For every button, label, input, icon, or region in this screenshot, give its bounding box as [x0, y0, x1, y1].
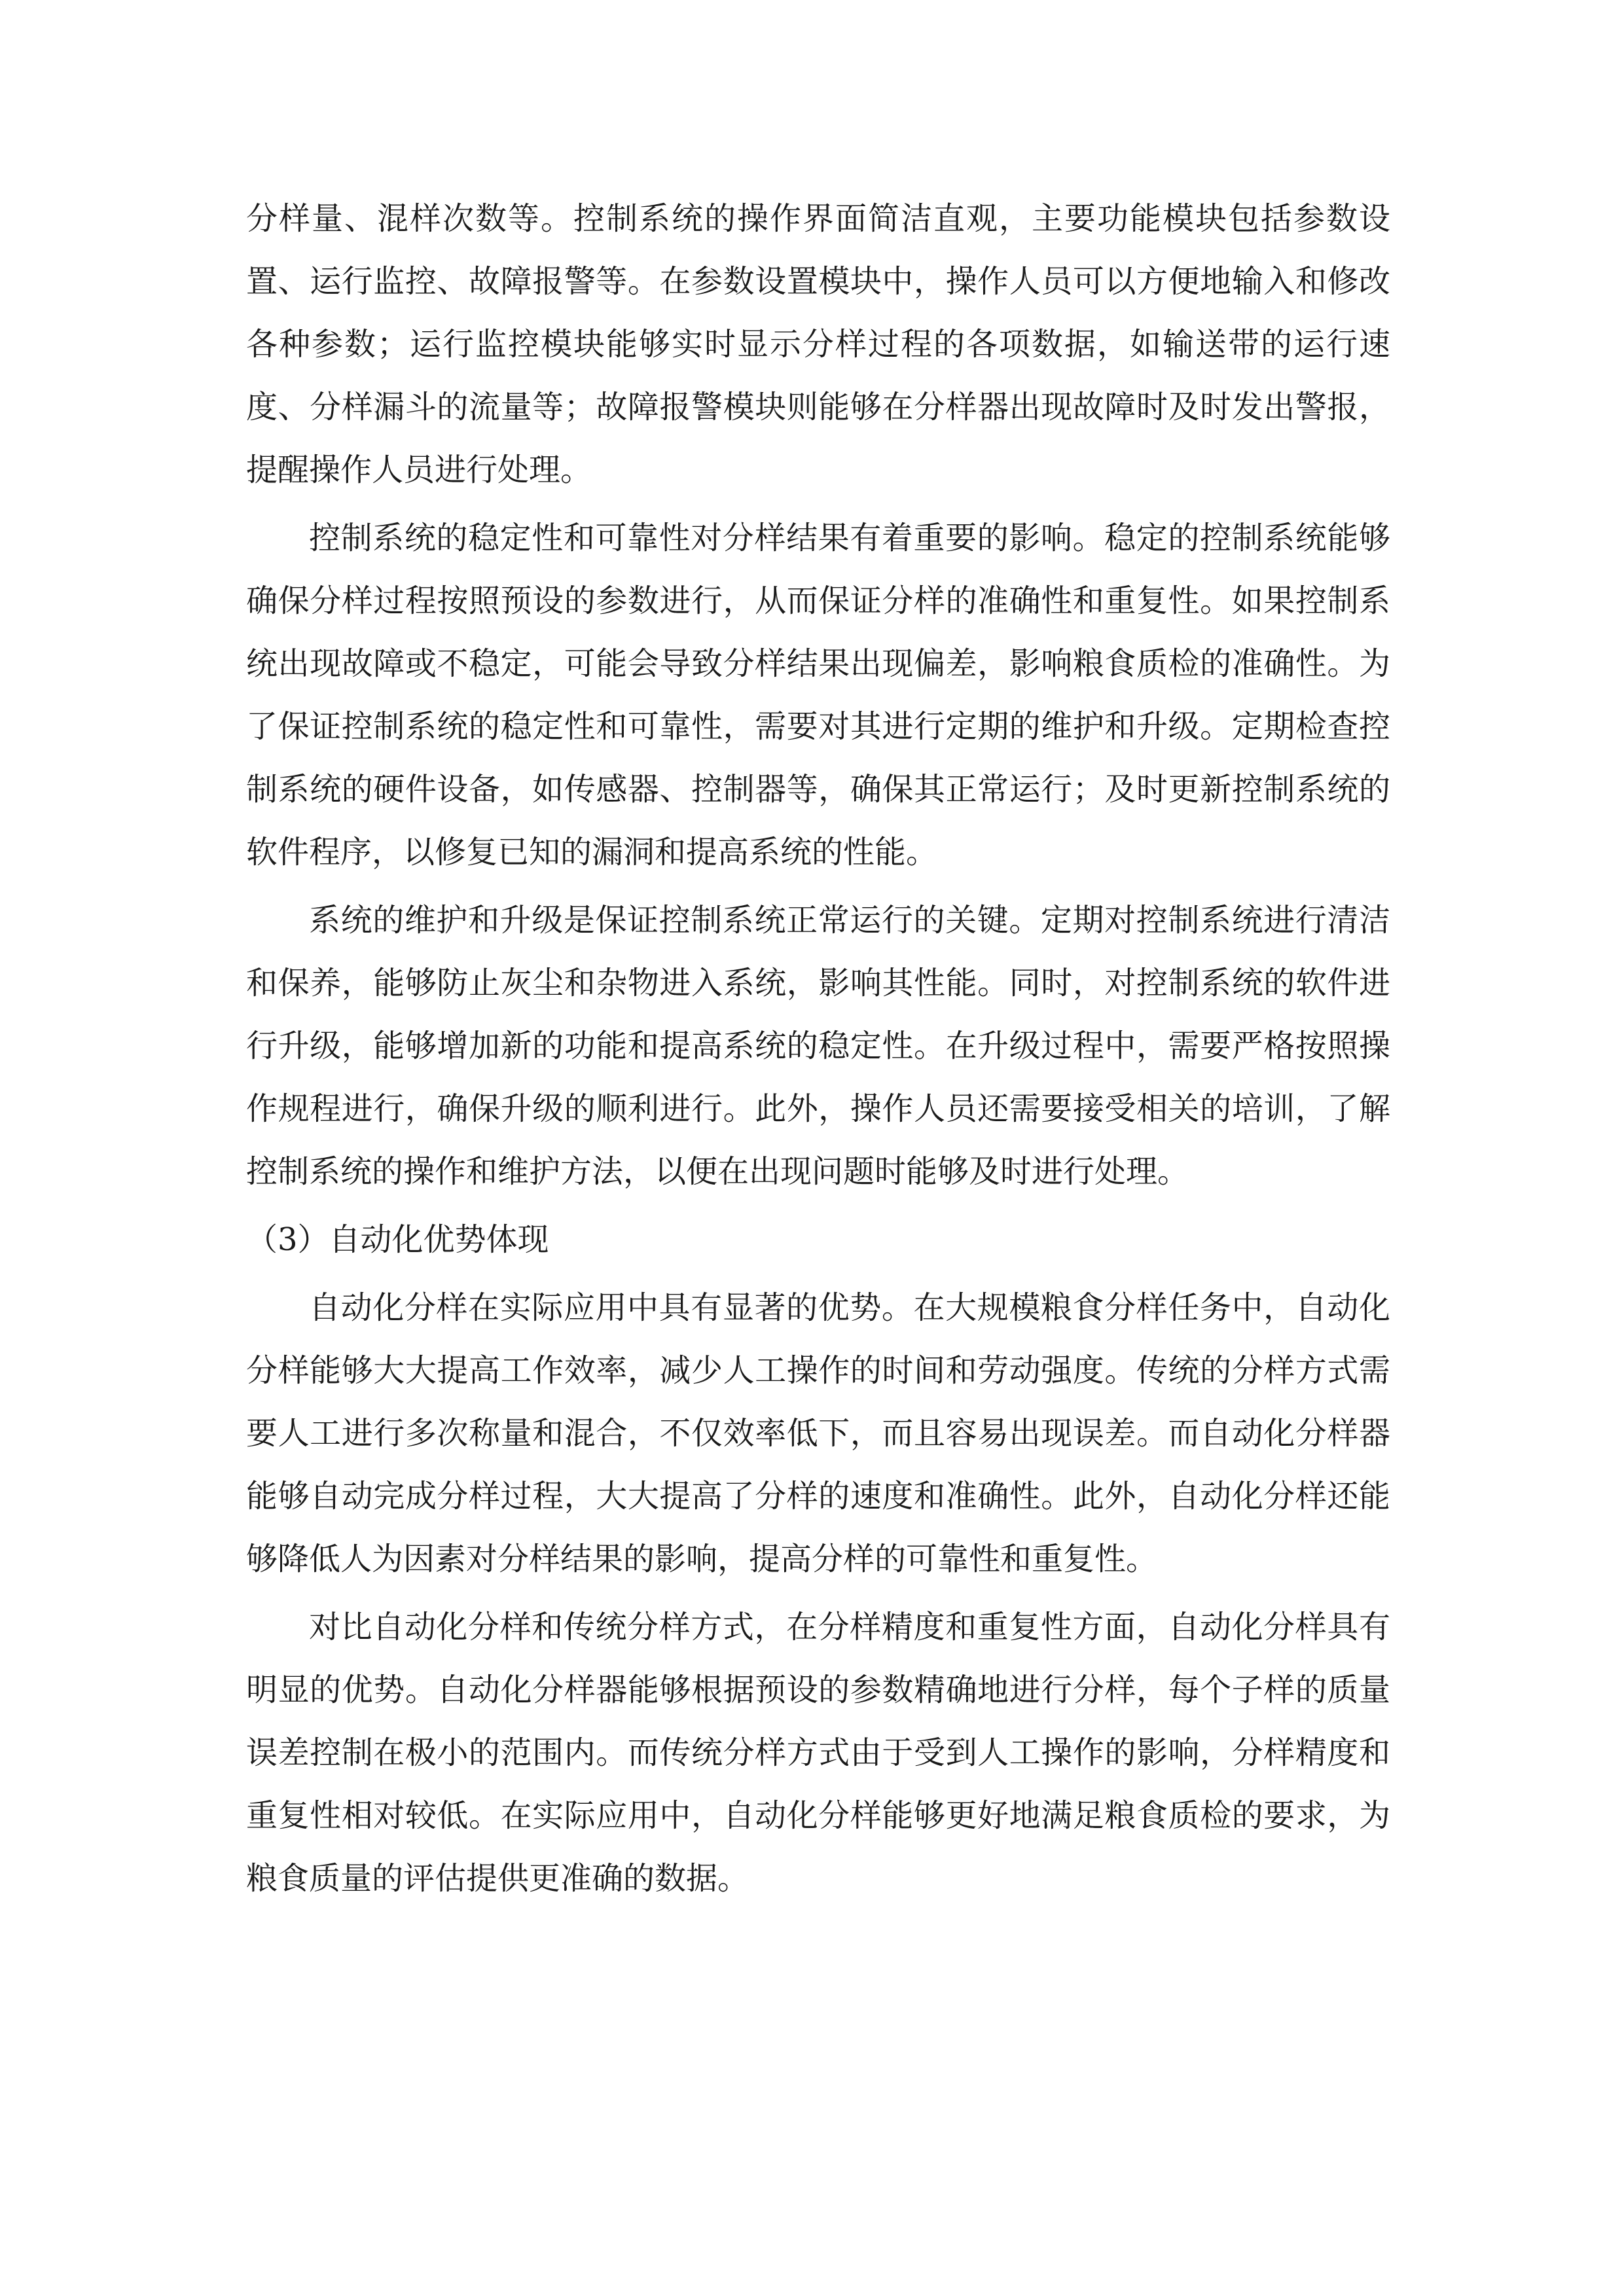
paragraph-comparison: 对比自动化分样和传统分样方式，在分样精度和重复性方面，自动化分样具有明显的优势。自动化分样器能够根据预设的参数精确地进行分样，每个子样的质量误差控制在极小的范围内。而传统分样方式由于受到人工操作的影响，分样精度和重复性相对较低。在实际应用中，自动化分样能够更好地满足粮食质检的要求，为粮食质量的评估提供更准确的数据。: [246, 1609, 1390, 1897]
document-body: [246, 187, 1390, 1910]
paragraph-automation-advantage: 自动化分样在实际应用中具有显著的优势。在大规模粮食分样任务中，自动化分样能够大大提高工作效率，减少人工操作的时间和劳动强度。传统的分样方式需要人工进行多次称量和混合，不仅效率低下，而且容易出现误差。而自动化分样器能够自动完成分样过程，大大提高了分样的速度和准确性。此外，自动化分样还能够降低人为因素对分样结果的影响，提高分样的可靠性和重复性。: [246, 1289, 1390, 1577]
section-heading: （3）自动化优势体现: [246, 1221, 549, 1258]
paragraph-maintenance-upgrade: 系统的维护和升级是保证控制系统正常运行的关键。定期对控制系统进行清洁和保养，能够防止灰尘和杂物进入系统，影响其性能。同时，对控制系统的软件进行升级，能够增加新的功能和提高系统的稳定性。在升级过程中，需要严格按照操作规程进行，确保升级的顺利进行。此外，操作人员还需要接受相关的培训，了解控制系统的操作和维护方法，以便在出现问题时能够及时进行处理。: [246, 902, 1390, 1190]
paragraph-continued: 分样量、混样次数等。控制系统的操作界面简洁直观，主要功能模块包括参数设置、运行监控、故障报警等。在参数设置模块中，操作人员可以方便地输入和修改各种参数；运行监控模块能够实时显示分样过程的各项数据，如输送带的运行速度、分样漏斗的流量等；故障报警模块则能够在分样器出现故障时及时发出警报，提醒操作人员进行处理。: [246, 200, 1390, 488]
paragraph-control-stability: 控制系统的稳定性和可靠性对分样结果有着重要的影响。稳定的控制系统能够确保分样过程按照预设的参数进行，从而保证分样的准确性和重复性。如果控制系统出现故障或不稳定，可能会导致分样结果出现偏差，影响粮食质检的准确性。为了保证控制系统的稳定性和可靠性，需要对其进行定期的维护和升级。定期检查控制系统的硬件设备，如传感器、控制器等，确保其正常运行；及时更新控制系统的软件程序，以修复已知的漏洞和提高系统的性能。: [246, 520, 1390, 870]
